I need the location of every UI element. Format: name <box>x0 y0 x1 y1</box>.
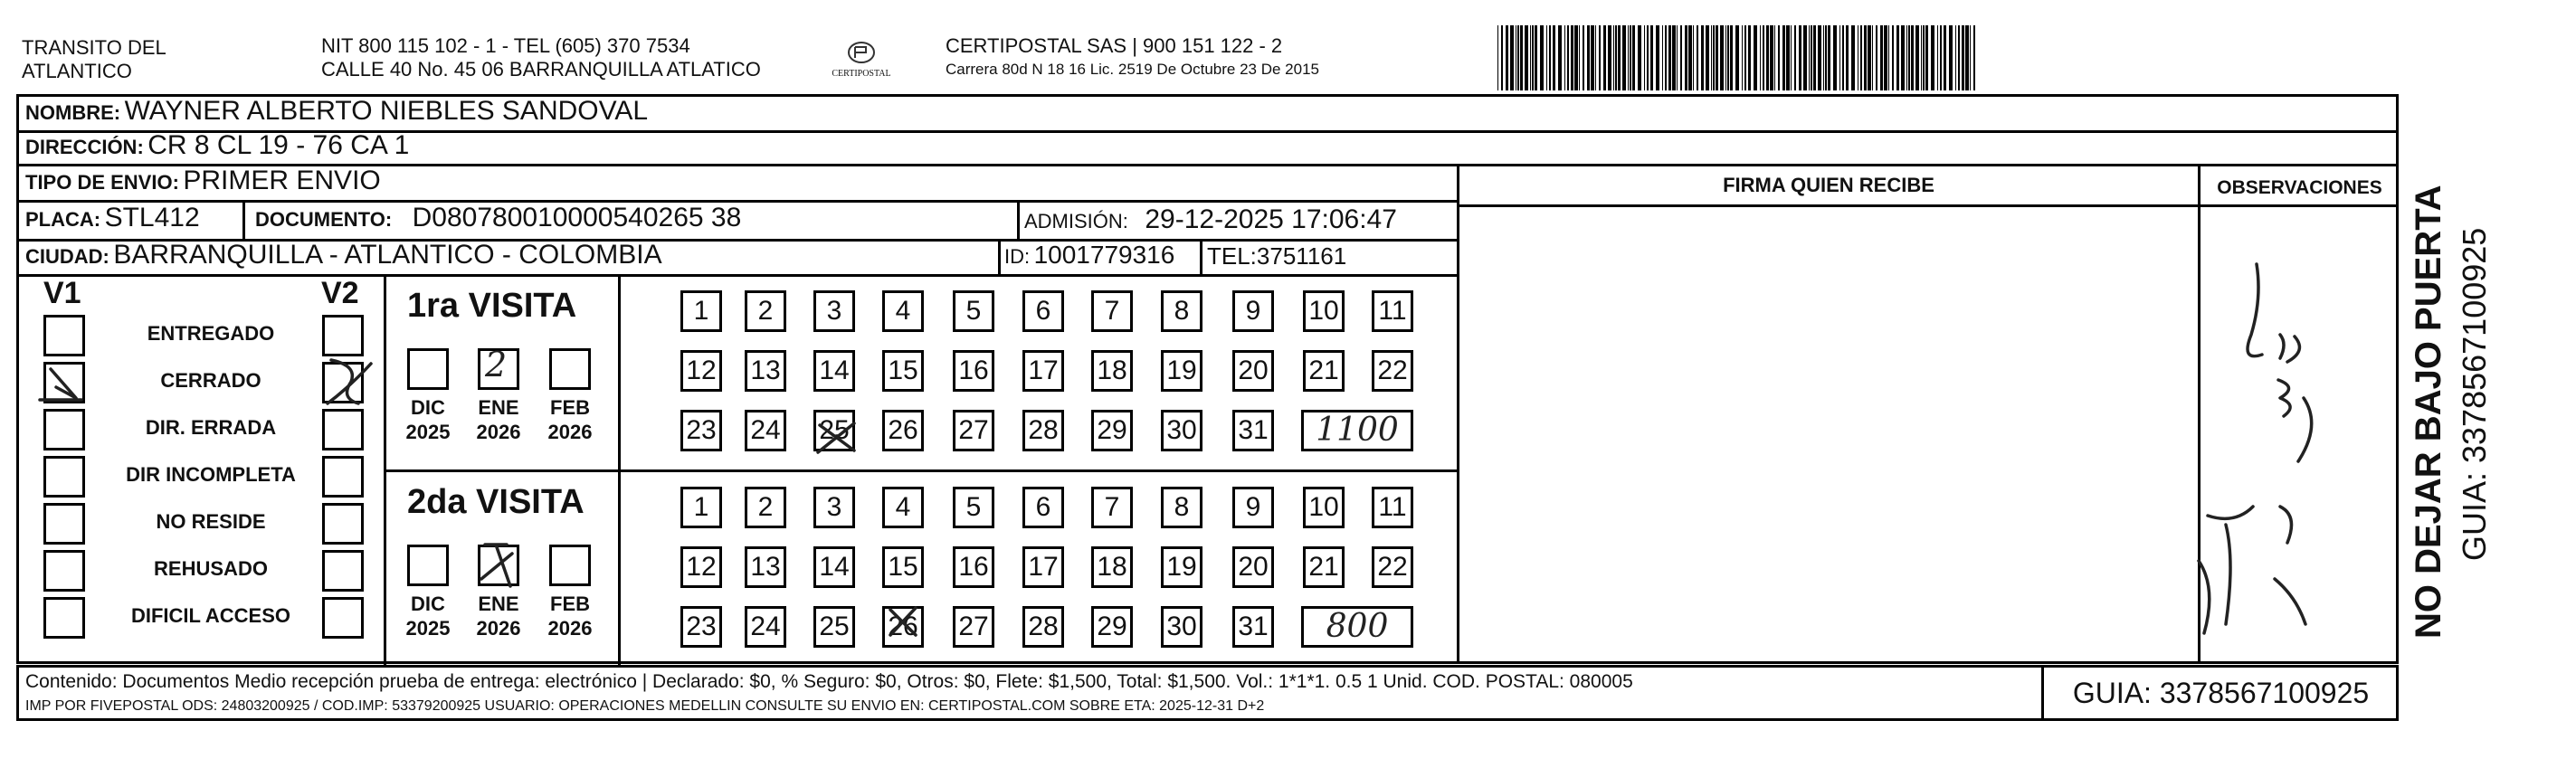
day-cell[interactable]: 19 <box>1161 350 1202 392</box>
status-label: DIFICIL ACCESO <box>130 604 290 627</box>
nombre-label: NOMBRE: <box>25 101 121 124</box>
month-year: 2025 <box>405 421 451 443</box>
day-cell[interactable]: 27 <box>953 606 994 648</box>
handwritten-time: 800 <box>1326 608 1389 645</box>
day-cell[interactable]: 6 <box>1022 290 1064 332</box>
month-name: FEB <box>550 396 590 419</box>
footer-right-edge <box>2396 665 2399 721</box>
ciudad-value: BARRANQUILLA - ATLANTICO - COLOMBIA <box>113 240 662 270</box>
month-name: DIC <box>411 593 445 615</box>
nit-line: NIT 800 115 102 - 1 - TEL (605) 370 7534 <box>321 34 690 57</box>
direccion-label: DIRECCIÓN: <box>25 136 144 158</box>
day-cell[interactable]: 12 <box>680 546 722 588</box>
day-cell[interactable]: 5 <box>953 487 994 528</box>
status-label: DIR. ERRADA <box>145 416 277 439</box>
footer-line-1: Contenido: Documentos Medio recepción prueba de entrega: electrónico | Declarado: $0, % Seguro: $0, Otros: $0, Flete: $1,500, Total: $1,500. Vol.: 1*1*1. 0.5 1 Unid. COD. POSTAL: 080005 <box>25 671 1633 692</box>
day-cell[interactable]: 29 <box>1091 606 1133 648</box>
day-cell[interactable]: 28 <box>1022 410 1064 451</box>
day-cell[interactable]: 12 <box>680 350 722 392</box>
observaciones-header-text: OBSERVACIONES <box>2217 177 2382 198</box>
day-cell[interactable]: 8 <box>1161 487 1202 528</box>
nombre-value: WAYNER ALBERTO NIEBLES SANDOVAL <box>124 96 649 126</box>
day-cell[interactable]: 2 <box>745 487 786 528</box>
month-year: 2026 <box>547 617 593 640</box>
day-cell[interactable]: 9 <box>1232 290 1274 332</box>
v1-label: V1 <box>43 276 81 310</box>
tipo-label: TIPO DE ENVIO: <box>25 171 179 194</box>
month-name: ENE <box>478 396 519 419</box>
observaciones-scribble <box>2280 335 2299 362</box>
day-cell[interactable]: 1 <box>680 487 722 528</box>
tel-label: TEL: <box>1207 242 1257 270</box>
day-cell[interactable]: 28 <box>1022 606 1064 648</box>
day-cell[interactable]: 17 <box>1022 546 1064 588</box>
footer-guia: GUIA: 3378567100925 <box>2041 667 2398 719</box>
day-cell[interactable]: 2 <box>745 290 786 332</box>
admision-value: 29-12-2025 17:06:47 <box>1145 204 1397 234</box>
status-label: NO RESIDE <box>156 510 266 533</box>
day-cell[interactable]: 21 <box>1303 350 1345 392</box>
day-cell[interactable]: 9 <box>1232 487 1274 528</box>
first-visit-day-25-cross <box>818 423 854 452</box>
company-line: CERTIPOSTAL SAS | 900 151 122 - 2 <box>946 34 1283 57</box>
license-line: Carrera 80d N 18 16 Lic. 2519 De Octubre 23 De 2015 <box>946 61 1319 78</box>
month-name: DIC <box>411 396 445 419</box>
day-cell[interactable]: 10 <box>1303 290 1345 332</box>
no-dejar-warning: NO DEJAR BAJO PUERTA <box>2409 185 2448 639</box>
day-cell[interactable]: 30 <box>1161 606 1202 648</box>
visit-title: 1ra VISITA <box>407 287 577 325</box>
month-name: FEB <box>550 593 590 615</box>
status-label: DIR INCOMPLETA <box>126 463 296 486</box>
footer-left-edge <box>16 665 19 721</box>
observaciones-scribble <box>2248 264 2262 356</box>
day-cell[interactable]: 25 <box>813 606 855 648</box>
documento-value: D080780010000540265 38 <box>412 203 742 232</box>
ciudad-label: CIUDAD: <box>25 245 109 268</box>
observaciones-scribble <box>2298 398 2312 461</box>
tipo-value: PRIMER ENVIO <box>183 166 381 195</box>
month-year: 2025 <box>405 617 451 640</box>
day-cell[interactable]: 26 <box>882 410 924 451</box>
day-cell[interactable]: 4 <box>882 487 924 528</box>
day-cell[interactable]: 11 <box>1372 290 1413 332</box>
footer-line-2: IMP POR FIVEPOSTAL ODS: 24803200925 / COD.IMP: 53379200925 USUARIO: OPERACIONES MEDELLIN CONSULTE SU ENVIO EN: CERTIPOSTAL.COM SOBRE ETA: 2025-12-31 D+2 <box>25 698 1265 714</box>
day-cell[interactable]: 7 <box>1091 290 1133 332</box>
month-name: ENE <box>478 593 519 615</box>
issuer-line-2: ATLANTICO <box>22 60 132 82</box>
v2-cerrado-mark <box>328 360 371 403</box>
day-cell[interactable]: 18 <box>1091 546 1133 588</box>
status-label: ENTREGADO <box>147 322 275 345</box>
day-cell[interactable]: 8 <box>1161 290 1202 332</box>
day-cell[interactable]: 16 <box>953 350 994 392</box>
v1-cerrado-mark <box>40 369 81 400</box>
day-cell[interactable]: 21 <box>1303 546 1345 588</box>
day-cell[interactable]: 24 <box>745 606 786 648</box>
day-cell[interactable]: 3 <box>813 290 855 332</box>
day-cell[interactable]: 26 <box>882 606 924 648</box>
day-cell[interactable]: 14 <box>813 350 855 392</box>
day-cell[interactable]: 19 <box>1161 546 1202 588</box>
handwritten-month: 2 <box>485 345 508 384</box>
day-cell[interactable]: 27 <box>953 410 994 451</box>
address-line: CALLE 40 No. 45 06 BARRANQUILLA ATLATICO <box>321 58 761 81</box>
day-cell[interactable]: 7 <box>1091 487 1133 528</box>
day-cell[interactable]: 13 <box>745 350 786 392</box>
day-cell[interactable]: 25 <box>813 410 855 451</box>
second-visit-ene-mark <box>481 545 512 586</box>
observaciones-scribble <box>2280 507 2292 543</box>
tel-value: 3751161 <box>1256 242 1347 270</box>
day-cell[interactable]: 31 <box>1232 410 1274 451</box>
day-cell[interactable]: 18 <box>1091 350 1133 392</box>
admision-label: ADMISIÓN: <box>1024 210 1128 232</box>
day-cell[interactable]: 16 <box>953 546 994 588</box>
documento-label: DOCUMENTO: <box>255 208 393 231</box>
observaciones-scribble <box>2208 507 2253 518</box>
day-cell[interactable]: 4 <box>882 290 924 332</box>
observaciones-scribble <box>2199 525 2230 633</box>
day-cell[interactable]: 11 <box>1372 487 1413 528</box>
footer-bottom <box>16 718 2399 721</box>
day-cell[interactable]: 1 <box>680 290 722 332</box>
day-cell[interactable]: 22 <box>1372 350 1413 392</box>
day-cell[interactable]: 15 <box>882 546 924 588</box>
day-cell[interactable]: 29 <box>1091 410 1133 451</box>
status-label: REHUSADO <box>154 557 268 580</box>
observaciones-scribble <box>2275 579 2305 624</box>
second-visit-day-26-cross <box>890 608 916 635</box>
day-cell[interactable]: 30 <box>1161 410 1202 451</box>
day-cell[interactable]: 14 <box>813 546 855 588</box>
day-cell[interactable]: 24 <box>745 410 786 451</box>
placa-value: STL412 <box>104 203 200 232</box>
day-cell[interactable]: 15 <box>882 350 924 392</box>
logo-text: CERTIPOSTAL <box>832 69 891 79</box>
month-year: 2026 <box>476 421 521 443</box>
day-cell[interactable]: 23 <box>680 606 722 648</box>
day-cell[interactable]: 10 <box>1303 487 1345 528</box>
month-year: 2026 <box>547 421 593 443</box>
day-cell[interactable]: 17 <box>1022 350 1064 392</box>
id-value: 1001779316 <box>1033 241 1175 269</box>
day-cell[interactable]: 22 <box>1372 546 1413 588</box>
handwritten-time: 1100 <box>1316 412 1399 449</box>
id-label: ID: <box>1004 245 1031 268</box>
placa-label: PLACA: <box>25 208 101 231</box>
observaciones-scribble <box>2278 380 2290 416</box>
visit-title: 2da VISITA <box>407 483 585 521</box>
day-cell[interactable]: 13 <box>745 546 786 588</box>
side-guia: GUIA: 3378567100925 <box>2456 227 2493 561</box>
day-cell[interactable]: 20 <box>1232 546 1274 588</box>
status-label: CERRADO <box>160 369 261 392</box>
direccion-value: CR 8 CL 19 - 76 CA 1 <box>147 130 410 160</box>
day-cell[interactable]: 31 <box>1232 606 1274 648</box>
day-cell[interactable]: 20 <box>1232 350 1274 392</box>
day-cell[interactable]: 6 <box>1022 487 1064 528</box>
month-year: 2026 <box>476 617 521 640</box>
day-cell[interactable]: 5 <box>953 290 994 332</box>
day-cell[interactable]: 23 <box>680 410 722 451</box>
day-cell[interactable]: 3 <box>813 487 855 528</box>
v2-label: V2 <box>321 276 359 310</box>
firma-header-text: FIRMA QUIEN RECIBE <box>1723 174 1934 196</box>
issuer-line-1: TRANSITO DEL <box>22 36 166 59</box>
